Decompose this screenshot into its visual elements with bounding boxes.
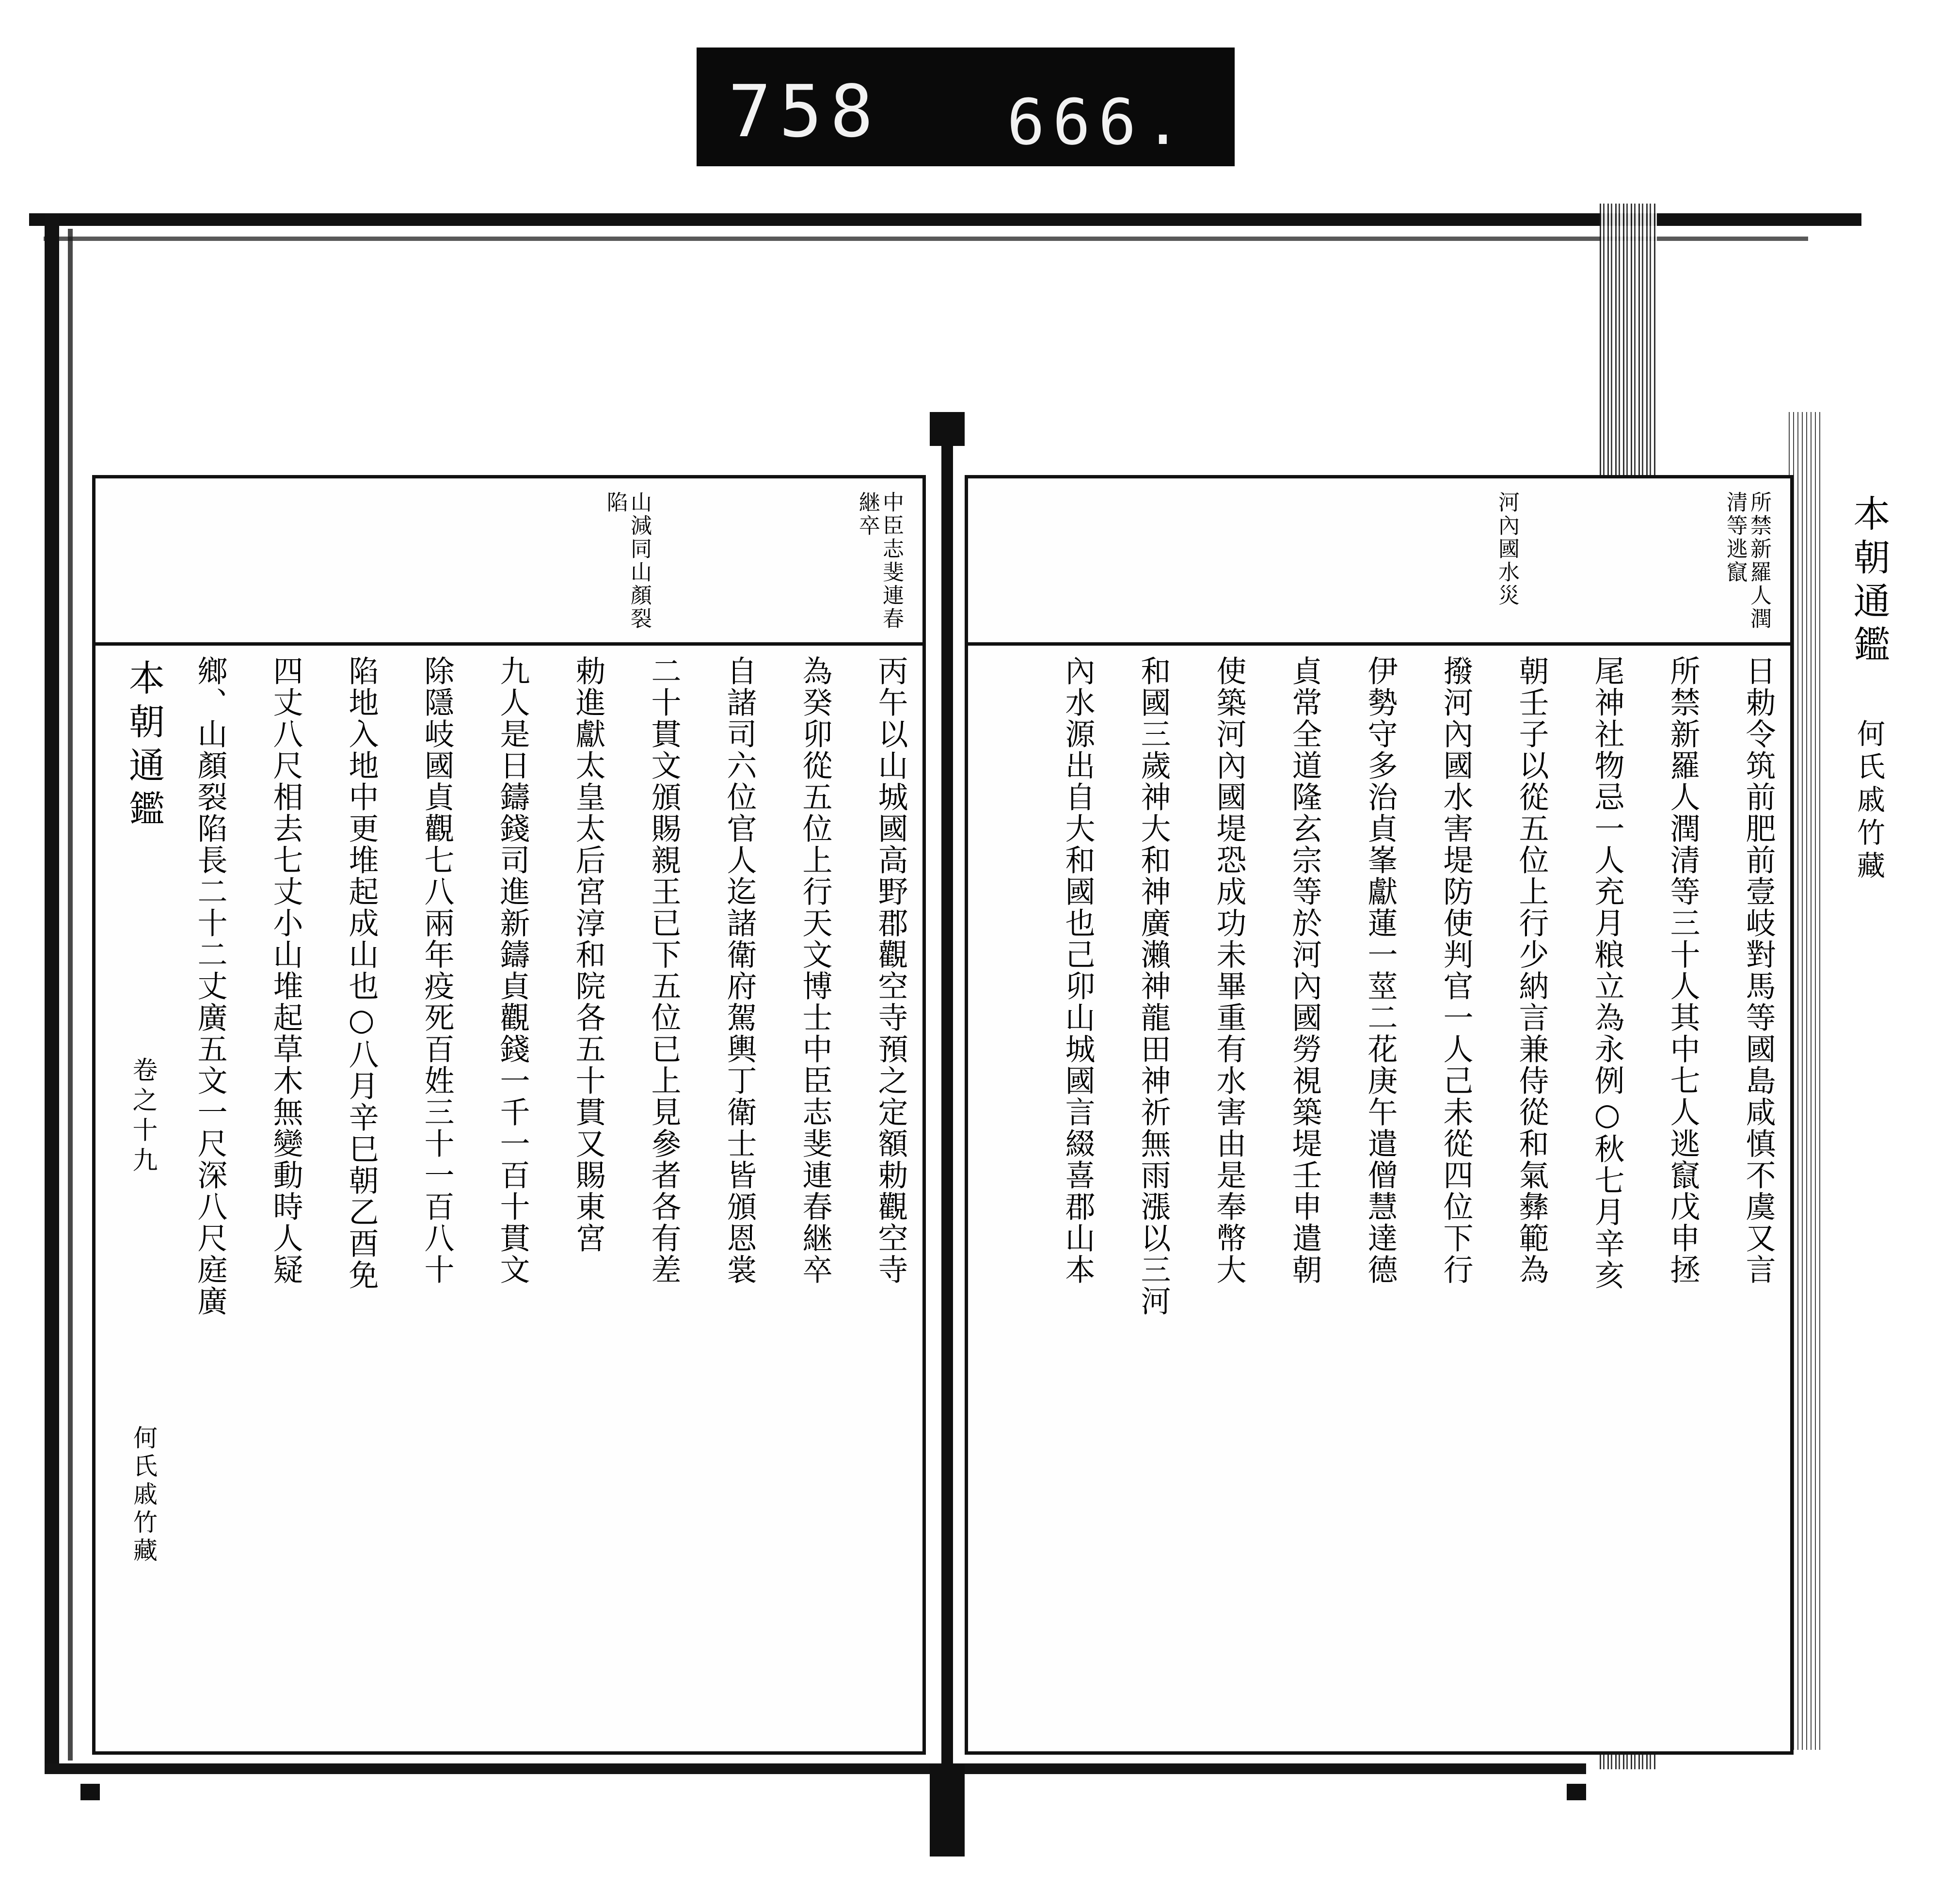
right-text-column-1: 日勅令筑前肥前壹岐對馬等國島咸慎不虞又言 <box>1741 655 1776 1285</box>
corner-mark-right <box>1567 1784 1586 1800</box>
left-text-column-7: 除隱岐國貞觀七八兩年疫死百姓三十一百八十 <box>419 655 455 1285</box>
spine-tab-bottom <box>930 1764 965 1856</box>
corner-mark-left <box>80 1784 100 1800</box>
left-page-leaf <box>92 475 926 1755</box>
right-text-column-3: 尾神社物忌一人充月粮立為永例○秋七月辛亥 <box>1589 655 1625 1291</box>
scan-edge-top <box>29 213 1861 226</box>
left-text-column-5: 勅進獻太皇太后宮淳和院各五十貫又賜東宮 <box>571 655 606 1254</box>
spine-tab-top <box>930 412 965 446</box>
book-spine-line <box>941 427 953 1764</box>
book-title: 本朝通鑑 <box>123 659 165 834</box>
left-text-column-9: 四丈八尺相去七丈小山堆起草木無變動時人疑 <box>268 655 303 1285</box>
right-text-column-8: 使築河內國堤恐成功未畢重有水害由是奉幣大 <box>1211 655 1247 1285</box>
left-text-column-2: 為癸卯從五位上行天文博士中臣志斐連春継卒 <box>797 655 833 1285</box>
right-page-leaf <box>965 475 1794 1755</box>
book-volume-label: 卷之十九 <box>128 1057 157 1177</box>
right-text-column-9: 和國三歲神大和神廣瀨神龍田神祈無雨漲以三河 <box>1136 655 1171 1317</box>
left-text-column-8: 陷地入地中更堆起成山也○八月辛巳朝乙酉免 <box>344 655 379 1291</box>
left-text-column-10: 鄉、山顏裂陷長二十二丈廣五文一尺深八尺庭廣 <box>192 655 228 1317</box>
left-text-column-6: 九人是日鑄錢司進新鑄貞觀錢一千一百十貫文 <box>495 655 530 1285</box>
left-text-column-3: 自諸司六位官人迄諸衛府駕輿丁衛士皆頒恩裳 <box>722 655 757 1285</box>
frame-number-left: 758 <box>728 70 881 153</box>
right-margin-note-1: 所禁新羅人潤清等逃竄 <box>1722 491 1771 631</box>
left-margin-note-1: 中臣志斐連春継卒 <box>855 491 904 631</box>
right-text-column-7: 貞常全道隆玄宗等於河內國勞視築堤壬申遣朝 <box>1287 655 1322 1285</box>
left-text-column-4: 二十貫文頒賜親王已下五位已上見參者各有差 <box>646 655 682 1285</box>
right-margin-note-2: 河內國水災 <box>1494 491 1519 607</box>
right-text-column-5: 撥河內國水害堤防使判官一人己未從四位下行 <box>1438 655 1474 1285</box>
right-text-column-10: 內水源出自大和國也己卯山城國言綴喜郡山本 <box>1060 655 1096 1285</box>
left-marginal-band <box>95 478 922 646</box>
right-marginal-band <box>968 478 1790 646</box>
film-frame-counter <box>697 48 1235 166</box>
right-text-column-2: 所禁新羅人潤清等三十人其中七人逃竄戊申拯 <box>1665 655 1701 1285</box>
left-margin-note-2: 山減同山顏裂陷 <box>603 491 652 631</box>
left-text-column-1: 丙午以山城國高野郡觀空寺預之定額勅觀空寺 <box>873 655 908 1285</box>
frame-number-right: 666. <box>1007 85 1190 159</box>
spine-title-strip <box>1803 494 1895 1735</box>
right-text-column-6: 伊勢守多治貞峯獻蓮一莖二花庚午遣僧慧達德 <box>1363 655 1398 1285</box>
scan-edge-top-secondary <box>44 237 1808 241</box>
scanned-page <box>0 184 1939 1904</box>
scan-edge-bottom <box>45 1763 1586 1774</box>
right-text-column-4: 朝壬子以從五位上行少納言兼侍從和氣彝範為 <box>1514 655 1549 1285</box>
book-collection-seal: 何氏戚竹藏 <box>129 1425 158 1566</box>
scan-edge-left-secondary <box>68 229 73 1761</box>
left-text-body <box>95 646 922 1751</box>
spine-seal-text: 何氏戚竹藏 <box>1852 719 1885 884</box>
scan-edge-left <box>45 213 59 1769</box>
spine-title-text: 本朝通鑑 <box>1847 494 1891 669</box>
right-text-body <box>968 646 1790 1751</box>
